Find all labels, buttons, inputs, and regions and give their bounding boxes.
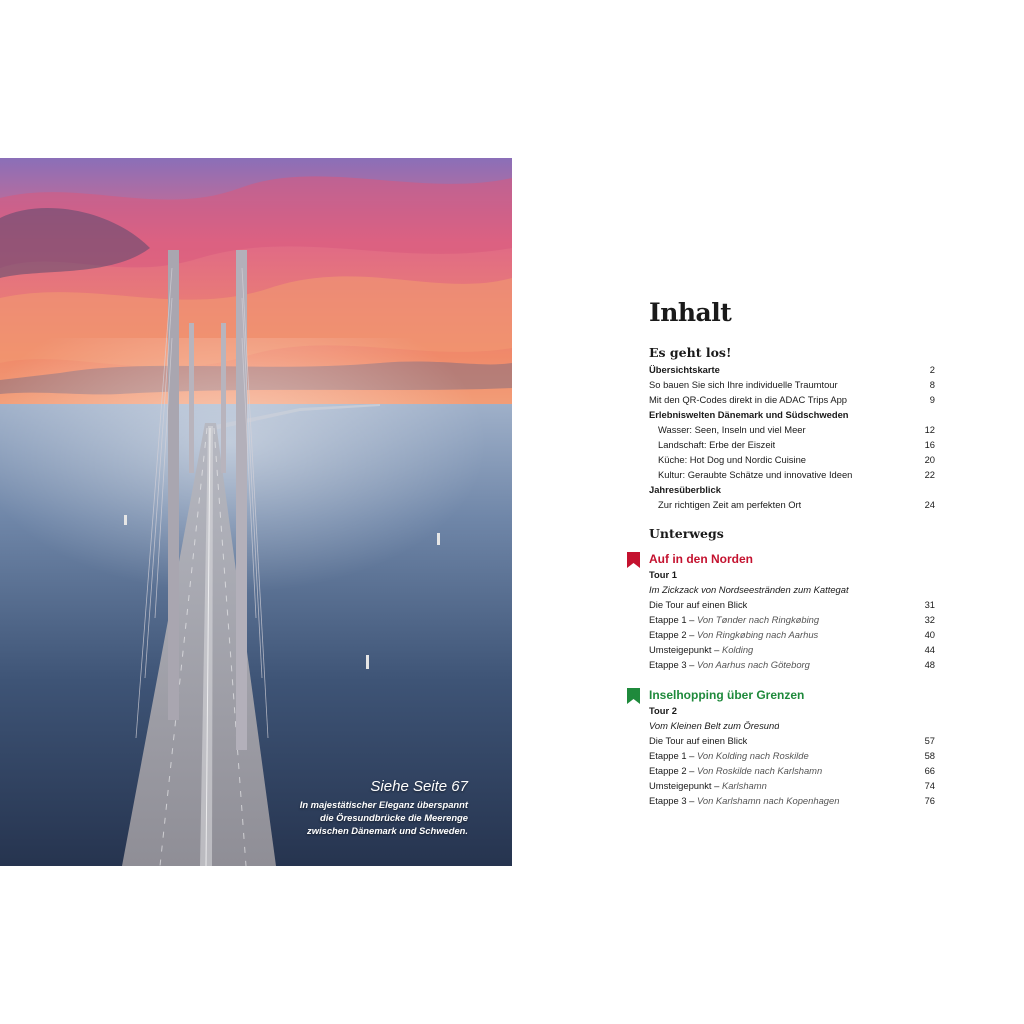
toc-entry[interactable]: Etappe 1 – Von Kolding nach Roskilde 58 xyxy=(649,750,935,761)
caption-text xyxy=(248,798,468,837)
caption-title: Siehe Seite 67 xyxy=(370,778,468,795)
tour1-subtitle: Im Zickzack von Nordseestränden zum Kattegat xyxy=(649,584,849,595)
tour1-heading[interactable] xyxy=(649,551,935,567)
toc-entry[interactable]: Umsteigepunkt – Karlshamn 74 xyxy=(649,780,935,791)
cover-photo xyxy=(0,158,512,866)
toc-entry[interactable]: So bauen Sie sich Ihre individuelle Traumtour 8 xyxy=(649,379,935,390)
toc-entry[interactable]: Jahresüberblick xyxy=(649,484,721,495)
toc-entry[interactable]: Etappe 2 – Von Ringkøbing nach Aarhus 40 xyxy=(649,629,935,640)
tour2-subtitle: Vom Kleinen Belt zum Öresund xyxy=(649,720,780,731)
toc-entry[interactable]: Etappe 2 – Von Roskilde nach Karlshamn 66 xyxy=(649,765,935,776)
photo-caption xyxy=(248,778,468,837)
toc-entry[interactable]: Etappe 3 – Von Aarhus nach Göteborg 48 xyxy=(649,659,935,670)
section1-entries xyxy=(649,362,935,512)
toc-title: Inhalt xyxy=(649,298,732,327)
caption-line: die Öresundbrücke die Meerenge xyxy=(320,812,468,823)
tour1-label: Tour 1 xyxy=(649,569,677,580)
bookmark-green-icon xyxy=(627,688,640,704)
toc-entry[interactable]: Umsteigepunkt – Kolding 44 xyxy=(649,644,935,655)
section-heading-unterwegs: Unterwegs xyxy=(649,526,724,541)
tour2-title: Inselhopping über Grenzen xyxy=(649,688,805,702)
toc-entry[interactable]: Landschaft: Erbe der Eiszeit 16 xyxy=(658,439,935,450)
section-heading-es-geht-los: Es geht los! xyxy=(649,345,732,360)
tour2-label: Tour 2 xyxy=(649,705,677,716)
toc-entry[interactable]: Wasser: Seen, Inseln und viel Meer 12 xyxy=(658,424,935,435)
table-of-contents xyxy=(649,296,935,808)
toc-entry[interactable]: Etappe 1 – Von Tønder nach Ringkøbing 32 xyxy=(649,614,935,625)
bridge-photo-illustration xyxy=(0,158,512,866)
toc-entry[interactable]: Zur richtigen Zeit am perfekten Ort 24 xyxy=(658,499,935,510)
toc-entry[interactable]: Die Tour auf einen Blick 31 xyxy=(649,599,935,610)
caption-line: zwischen Dänemark und Schweden. xyxy=(307,825,468,836)
tour2-heading[interactable] xyxy=(649,687,935,703)
bookmark-red-icon xyxy=(627,552,640,568)
toc-entry[interactable]: Kultur: Geraubte Schätze und innovative Ideen 22 xyxy=(658,469,935,480)
tour1-title: Auf in den Norden xyxy=(649,552,753,566)
toc-entry[interactable]: Küche: Hot Dog und Nordic Cuisine 20 xyxy=(658,454,935,465)
toc-entry[interactable]: Die Tour auf einen Blick 57 xyxy=(649,735,935,746)
toc-entry[interactable]: Erlebniswelten Dänemark und Südschweden xyxy=(649,409,849,420)
caption-line: In majestätischer Eleganz überspannt xyxy=(299,799,468,810)
toc-entry[interactable]: Übersichtskarte 2 xyxy=(649,364,935,375)
toc-entry[interactable]: Etappe 3 – Von Karlshamn nach Kopenhagen 76 xyxy=(649,795,935,806)
toc-entry[interactable]: Mit den QR-Codes direkt in die ADAC Trips App 9 xyxy=(649,394,935,405)
